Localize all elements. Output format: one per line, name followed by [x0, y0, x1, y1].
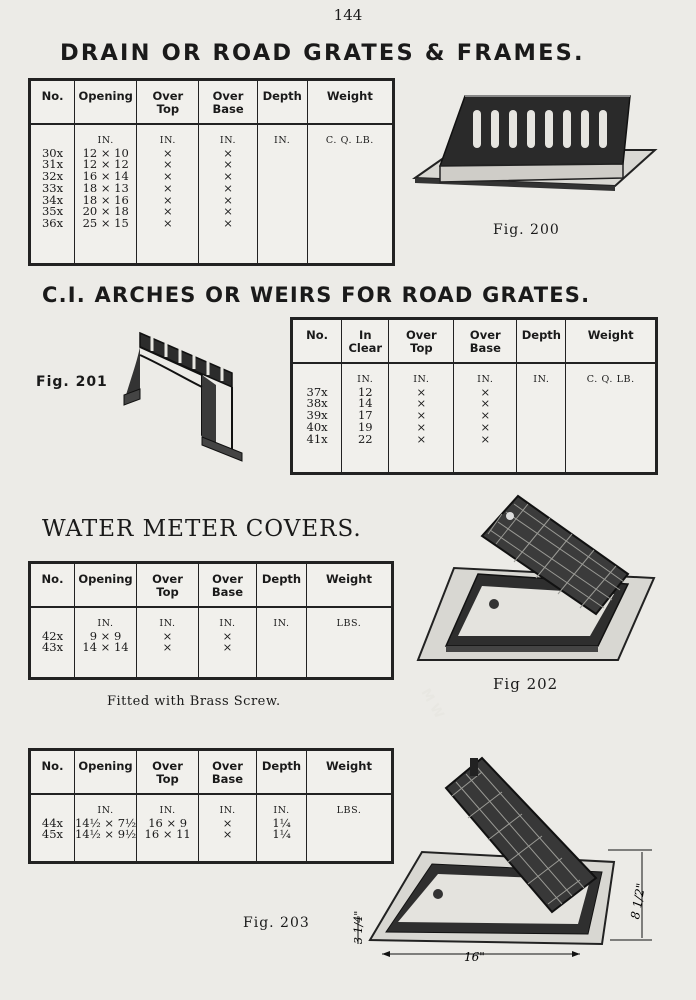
column-header: Over Base	[454, 320, 517, 362]
table-cell	[308, 218, 392, 230]
column-header: Opening	[75, 751, 137, 793]
unit-label: LBS.	[336, 618, 362, 629]
table-column	[454, 364, 517, 472]
fig-202-label: Fig 202	[493, 675, 559, 693]
table-cell	[258, 218, 307, 230]
unit-label: LBS.	[336, 805, 362, 816]
surface-box-table	[28, 748, 394, 864]
column-header: Weight	[326, 759, 372, 773]
table-cell: 12 × 12	[82, 157, 129, 172]
table-cell: ×	[223, 157, 233, 172]
table-cell: 32x	[41, 169, 64, 184]
column-header: Over Top	[137, 564, 199, 606]
table-body	[31, 608, 391, 677]
column-header: Depth	[257, 751, 307, 793]
table-cell: ×	[163, 169, 173, 184]
unit-label	[31, 805, 74, 817]
table-column	[137, 125, 199, 263]
table-cell: ×	[162, 628, 173, 643]
column-header: Depth	[258, 81, 308, 123]
table-cell: ×	[163, 215, 173, 230]
column-header: Weight	[326, 89, 373, 103]
table-cell	[566, 434, 655, 446]
cover-mark-text: M W	[417, 686, 447, 722]
table-cell: 12	[357, 384, 373, 399]
dim-width-label: 16"	[464, 950, 485, 964]
unit-label: C. Q. LB.	[325, 135, 374, 146]
table-cell: 14½ × 9½	[74, 827, 137, 842]
column-header: Over Top	[389, 320, 454, 362]
table-column	[257, 608, 307, 677]
table-cell: 14	[357, 396, 373, 411]
unit-label: IN.	[533, 374, 550, 385]
unit-label: IN.	[477, 374, 494, 385]
table-column	[75, 125, 137, 263]
column-header: No.	[293, 320, 342, 362]
unit-label: IN.	[159, 135, 176, 146]
table-column	[199, 125, 257, 263]
table-cell: 41x	[306, 431, 328, 446]
table-cell: ×	[480, 408, 491, 423]
table-cell: 1¼	[272, 815, 291, 830]
unit-label: IN.	[159, 618, 176, 629]
table-cell: 16 × 11	[144, 827, 191, 842]
fig-201-label: Fig. 201	[36, 374, 108, 390]
table-cell: ×	[223, 204, 233, 219]
table-cell: ×	[222, 628, 233, 643]
unit-label: IN.	[357, 374, 374, 385]
table-cell: 9 × 9	[89, 628, 122, 643]
table-cell: 25 × 15	[82, 215, 129, 230]
table-cell: 45x	[41, 827, 64, 842]
table-cell: ×	[222, 640, 233, 655]
table-cell: 16 × 9	[148, 815, 188, 830]
column-header: No.	[31, 751, 75, 793]
unit-label: IN.	[97, 135, 114, 146]
table-header-row	[31, 564, 391, 608]
table-cell: 42x	[41, 628, 64, 643]
table-column	[342, 364, 389, 472]
water-meter-table	[28, 561, 394, 680]
section-heading-drain-grates: DRAIN OR ROAD GRATES & FRAMES.	[60, 40, 585, 66]
table-cell: 1¼	[272, 827, 291, 842]
table-cell: 22	[357, 431, 373, 446]
table-column	[75, 608, 137, 677]
fig-203-label: Fig. 203	[243, 915, 310, 931]
table-cell: 39x	[306, 408, 328, 423]
column-header: Weight	[326, 572, 372, 586]
table-cell: ×	[163, 192, 173, 207]
table-cell: ×	[163, 204, 173, 219]
page-number: 144	[333, 6, 363, 24]
table-cell	[307, 642, 391, 654]
unit-label: IN.	[219, 618, 236, 629]
table-column	[199, 608, 257, 677]
column-header: No.	[31, 81, 75, 123]
table-column	[258, 125, 308, 263]
table-cell: 17	[357, 408, 373, 423]
table-cell: 18 × 16	[82, 192, 129, 207]
table-cell: 16 × 14	[82, 169, 129, 184]
unit-label: IN.	[219, 805, 236, 816]
drain-grates-table	[28, 78, 395, 266]
table-cell: 43x	[41, 640, 64, 655]
table-cell: 36x	[41, 215, 64, 230]
drain-grate-illustration	[415, 88, 655, 198]
column-header: Opening	[75, 564, 137, 606]
table-cell: ×	[480, 384, 491, 399]
column-header: Weight	[587, 328, 634, 342]
table-cell: ×	[416, 384, 427, 399]
arches-table	[290, 317, 658, 475]
table-cell: 37x	[306, 384, 328, 399]
table-cell: 38x	[306, 396, 328, 411]
table-header-row	[31, 81, 392, 125]
column-header: Depth	[257, 564, 307, 606]
table-cell: ×	[223, 180, 233, 195]
table-cell: 40x	[306, 419, 328, 434]
surface-box-illustration	[352, 686, 662, 964]
table-column	[517, 364, 566, 472]
table-cell: 12 × 10	[82, 145, 129, 160]
table-body	[293, 364, 655, 472]
section-heading-arches: C.I. ARCHES OR WEIRS FOR ROAD GRATES.	[42, 283, 591, 307]
table-cell: ×	[480, 396, 491, 411]
table-column	[199, 795, 257, 861]
unit-label: IN.	[273, 805, 290, 816]
arch-weir-illustration	[122, 325, 252, 465]
table-cell: ×	[162, 640, 173, 655]
dim-height-label: 3 1/4"	[352, 910, 365, 944]
table-cell: ×	[480, 431, 491, 446]
column-header: Over Top	[137, 751, 199, 793]
table-cell: ×	[163, 145, 173, 160]
table-body	[31, 125, 392, 263]
table-cell: ×	[416, 431, 427, 446]
table-cell: 34x	[41, 192, 64, 207]
table-cell: ×	[223, 215, 233, 230]
table-cell: 20 × 18	[82, 204, 129, 219]
unit-label: IN.	[413, 374, 430, 385]
table-cell: 30x	[41, 145, 64, 160]
table-cell: 19	[357, 419, 373, 434]
unit-label	[31, 135, 74, 147]
table-cell: ×	[416, 419, 427, 434]
table-cell: ×	[222, 815, 233, 830]
table-column	[137, 795, 199, 861]
column-header: Over Base	[199, 564, 257, 606]
table-column	[137, 608, 199, 677]
dim-depth-label: 8 1/2"	[628, 882, 649, 921]
table-cell: ×	[222, 827, 233, 842]
table-column	[31, 608, 75, 677]
water-meter-cover-illustration	[418, 496, 654, 662]
unit-label: IN.	[273, 618, 290, 629]
table-cell: 33x	[41, 180, 64, 195]
table-column	[307, 608, 391, 677]
table-column	[257, 795, 307, 861]
table-cell: ×	[480, 419, 491, 434]
table-cell: ×	[223, 192, 233, 207]
column-header: Depth	[517, 320, 566, 362]
column-header: Over Base	[199, 751, 257, 793]
column-header: No.	[31, 564, 75, 606]
table-column	[308, 125, 392, 263]
table-cell: ×	[163, 180, 173, 195]
unit-label: IN.	[219, 135, 237, 146]
table-cell: 44x	[41, 815, 64, 830]
table-cell: 35x	[41, 204, 64, 219]
unit-label: C. Q. LB.	[586, 374, 635, 385]
section-heading-water-meter: WATER METER COVERS.	[42, 516, 362, 542]
unit-label: IN.	[159, 805, 176, 816]
table-cell	[257, 642, 306, 654]
column-header: Opening	[75, 81, 137, 123]
table-column	[31, 125, 75, 263]
table-cell: 18 × 13	[82, 180, 129, 195]
table-header-row	[293, 320, 655, 364]
table-column	[293, 364, 342, 472]
fig-200-label: Fig. 200	[493, 222, 560, 238]
table-column	[75, 795, 137, 861]
table-cell: 31x	[41, 157, 64, 172]
table-cell: ×	[223, 145, 233, 160]
table-header-row	[31, 751, 391, 795]
table-body	[31, 795, 391, 861]
table-cell: 14 × 14	[82, 640, 129, 655]
table-cell: ×	[416, 396, 427, 411]
column-header: In Clear	[342, 320, 389, 362]
table-cell: ×	[163, 157, 173, 172]
table-cell: ×	[223, 169, 233, 184]
brass-screw-note: Fitted with Brass Screw.	[107, 694, 281, 709]
table-column	[31, 795, 75, 861]
table-cell	[517, 434, 565, 446]
table-column	[389, 364, 454, 472]
unit-label: IN.	[97, 618, 114, 629]
unit-label: IN.	[274, 135, 291, 146]
unit-label	[31, 618, 74, 630]
unit-label: IN.	[97, 805, 114, 816]
table-column	[566, 364, 655, 472]
column-header: Over Top	[137, 81, 199, 123]
column-header: Over Base	[199, 81, 257, 123]
table-cell: 14½ × 7½	[74, 815, 137, 830]
unit-label	[293, 374, 341, 386]
table-cell: ×	[416, 408, 427, 423]
